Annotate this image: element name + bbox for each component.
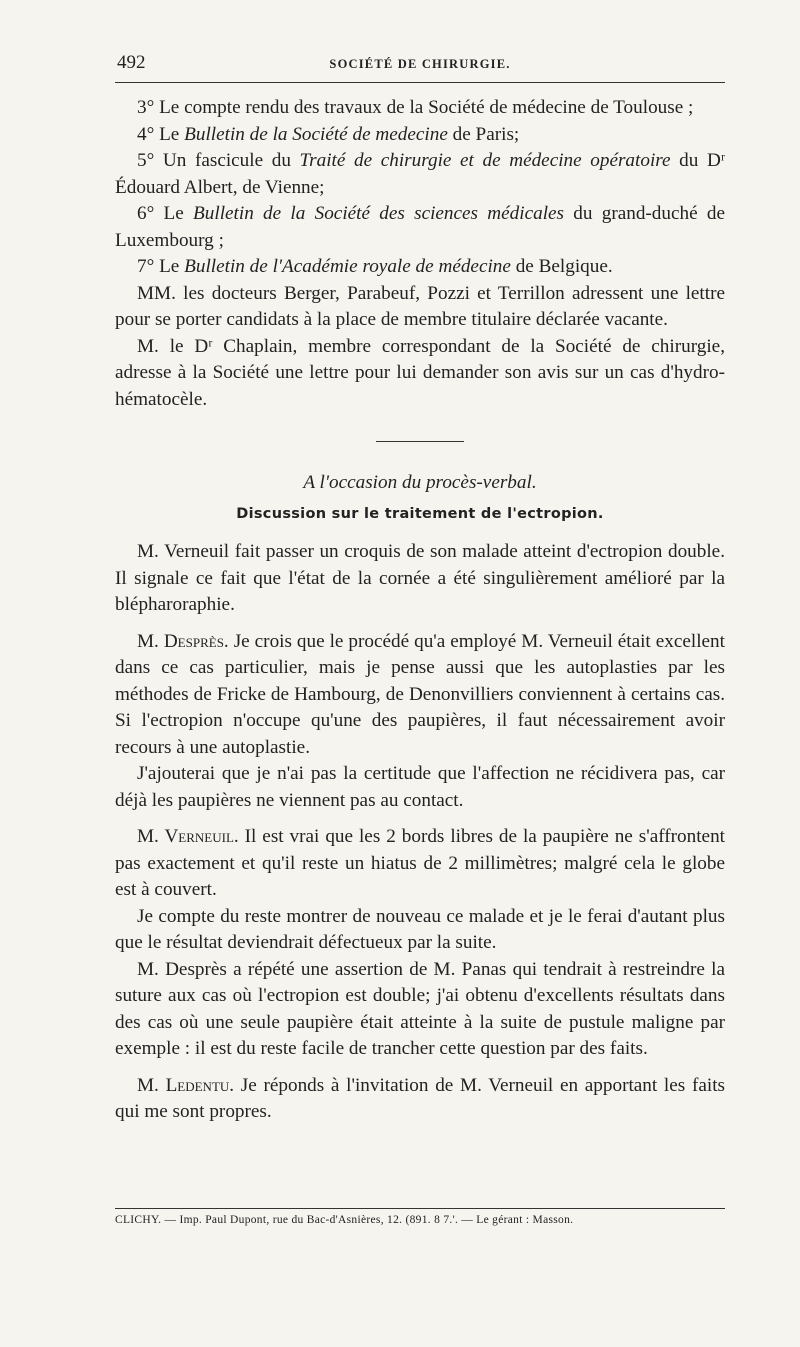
paragraph-verneuil-4: M. Desprès a répété une assertion de M. Panas qui tendrait à restreindre la suture aux cas où l'ectropion est double; j'ai obtenu d'excellents résultats dans des cas où une seule paupière était atteinte à la suite de pustule maligne par exemple : il est du reste facile de trancher cette question par des faits. <box>115 958 725 1059</box>
speaker-name: M. Ledentu. <box>137 1074 235 1096</box>
footer-rule <box>115 1208 725 1209</box>
section-title: A l'occasion du procès-verbal. <box>303 472 537 493</box>
page-body <box>115 95 725 1126</box>
speaker-name: M. Verneuil. <box>137 826 239 847</box>
page-header <box>115 52 725 82</box>
paragraph-verneuil-1: M. Verneuil fait passer un croquis de son malade atteint d'ectropion double. Il signale ce fait que l'état de la cornée a été singulièrement amélioré par la blépharoraphie. <box>115 541 725 615</box>
section-separator <box>376 441 464 442</box>
list-item-7: 7° Le Bulletin de l'Académie royale de médecine de Belgique. <box>137 256 613 277</box>
running-title: SOCIÉTÉ DE CHIRURGIE. <box>329 57 511 71</box>
page-footer <box>115 1208 725 1226</box>
paragraph-despres-2: J'ajouterai que je n'ai pas la certitude que l'affection ne récidivera pas, car déjà les paupières ne viennent pas au contact. <box>115 763 725 811</box>
list-item-3: 3° Le compte rendu des travaux de la Société de médecine de Toulouse ; <box>137 97 694 118</box>
paragraph-chaplain: M. le Dʳ Chaplain, membre correspondant de la Société de chirurgie, adresse à la Société une lettre pour lui demander son avis sur un cas d'hydro-hématocèle. <box>115 335 725 410</box>
list-item-6: 6° Le Bulletin de la Société des sciences médicales du grand-duché de Luxembourg ; <box>115 203 725 251</box>
list-item-4: 4° Le Bulletin de la Société de medecine de Paris; <box>137 123 520 145</box>
section-subtitle: Discussion sur le traitement de l'ectropion. <box>236 505 604 522</box>
paragraph-verneuil-2: M. Verneuil. Il est vrai que les 2 bords libres de la paupière ne s'affrontent pas exactement et qu'il reste un hiatus de 2 millimètres; malgré cela le globe est à couvert. <box>115 826 725 900</box>
speaker-name: M. Desprès. <box>137 630 229 652</box>
paragraph-ledentu: M. Ledentu. Je réponds à l'invitation de M. Verneuil en apportant les faits qui me sont propres. <box>115 1074 725 1122</box>
paragraph-despres: M. Desprès. Je crois que le procédé qu'a employé M. Verneuil était excellent dans ce cas particulier, mais je pense aussi que les autoplasties par les méthodes de Fricke de Hambourg, de Denonvilliers conviennent à certains cas. Si l'ectropion n'occupe qu'une des paupières, il faut nécessairement avoir recours à une autoplastie. <box>115 630 725 758</box>
page-number: 492 <box>117 52 146 73</box>
header-rule <box>115 82 725 83</box>
printer-imprint: CLICHY. — Imp. Paul Dupont, rue du Bac-d'Asnières, 12. (891. 8 7.'. — Le gérant : Masson. <box>115 1214 574 1226</box>
paragraph-verneuil-3: Je compte du reste montrer de nouveau ce malade et je le ferai d'autant plus que le résultat deviendrait défectueux par la suite. <box>115 905 725 953</box>
list-item-5: 5° Un fascicule du Traité de chirurgie et de médecine opératoire du Dʳ Édouard Albert, de Vienne; <box>115 150 725 198</box>
paragraph-candidates: MM. les docteurs Berger, Parabeuf, Pozzi et Terrillon adressent une lettre pour se porter candidats à la place de membre titulaire déclarée vacante. <box>115 282 725 330</box>
